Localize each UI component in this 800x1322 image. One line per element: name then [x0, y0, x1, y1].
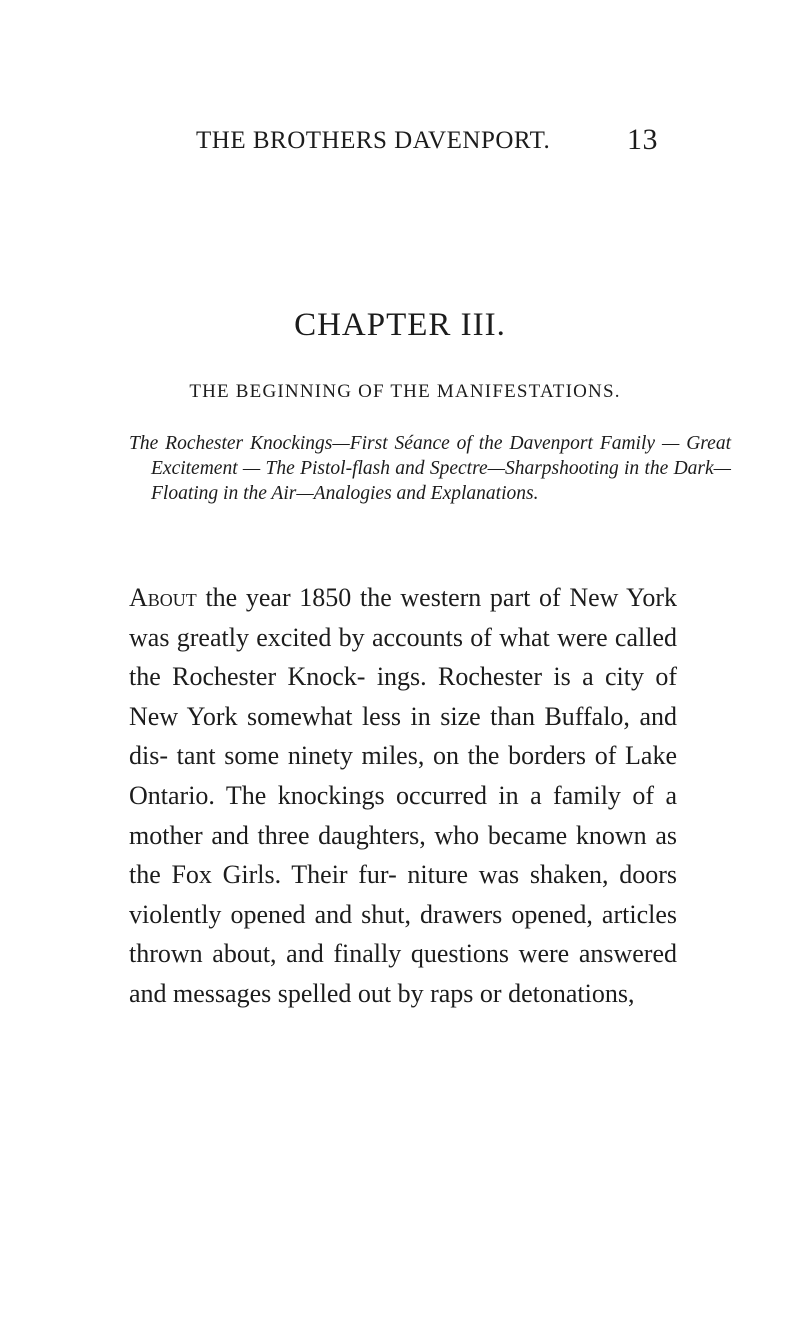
- chapter-heading: CHAPTER III.: [294, 307, 506, 343]
- chapter-synopsis: The Rochester Knockings—First Séance of the Davenport Family — Great Excitement — The Pistol-flash and Spectre—Sharpshooting in the Dark—Floating in the Air—Analogies and Explanations.: [129, 433, 731, 504]
- running-title: THE BROTHERS DAVENPORT.: [196, 127, 551, 154]
- running-head: [196, 123, 658, 167]
- body-paragraph: [129, 578, 677, 1014]
- chapter-title: THE BEGINNING OF THE MANIFESTATIONS.: [189, 381, 621, 402]
- opening-word: About: [129, 583, 197, 612]
- page-number: 13: [627, 123, 658, 156]
- paragraph-text: the year 1850 the western part of New York was greatly excited by accounts of what were called the Rochester Knock- ings. Rochester is a city of New York somewhat less in size than Buffalo, and dis- tant some ninety miles, on the borders of Lake Ontario. The knockings occurred in a family of a mother and three daughters, who became known as the Fox Girls. Their fur- niture was shaken, doors violently opened and shut, drawers opened, articles thrown about, and finally questions were answered and messages spelled out by raps or detonations,: [129, 583, 677, 1008]
